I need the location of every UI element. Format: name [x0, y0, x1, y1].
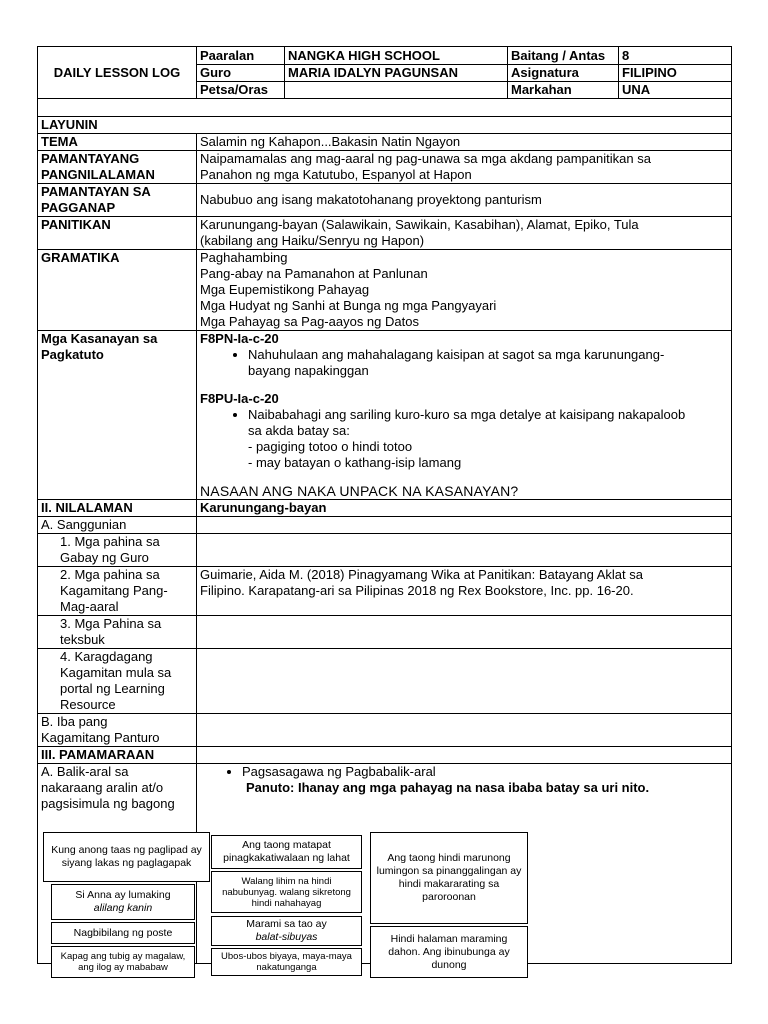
- activity-bullet: • Pagsasagawa ng Pagbabalik-aral: [242, 764, 728, 780]
- blank-row: [38, 99, 732, 117]
- statement-card[interactable]: Kapag ang tubig ay magalaw, ang ilog ay mababaw: [51, 946, 195, 978]
- pagganap-label-line2: PAGGANAP: [41, 200, 116, 215]
- iba-pang-label-line1: B. Iba pang: [41, 714, 108, 729]
- reference-line2: Filipino. Karapatang-ari sa Pilipinas 2018 ng Rex Bookstore, Inc. pp. 16-20.: [200, 583, 634, 598]
- reference-line1: Guimarie, Aida M. (2018) Pinagyamang Wika at Panitikan: Batayang Aklat sa: [200, 567, 643, 582]
- competency-text: • Nahuhulaan ang mahahalagang kaisipan at sagot sa mga karunungang-: [248, 347, 665, 362]
- gramatika-item: Mga Hudyat ng Sanhi at Bunga ng mga Pangyayari: [200, 298, 497, 313]
- gabay-label-line1: 1. Mga pahina sa: [60, 534, 160, 549]
- document-title: DAILY LESSON LOG: [38, 47, 197, 99]
- label-markahan: Markahan: [508, 82, 619, 99]
- lesson-log-table: [37, 46, 732, 964]
- statement-card-text: Marami sa tao ay: [246, 918, 327, 930]
- sanggunian-value: [197, 517, 732, 534]
- pagganap-value: Nabubuo ang isang makatotohanang proyektong panturism: [197, 184, 732, 217]
- kasanayan-label-line1: Mga Kasanayan sa: [41, 331, 158, 346]
- statement-card-text: Si Anna ay lumaking: [75, 889, 171, 901]
- kagamitan-label-line2: Kagamitang Pang-: [60, 583, 168, 598]
- gramatika-label: GRAMATIKA: [38, 250, 197, 331]
- gramatika-item: Pang-abay na Pamanahon at Panlunan: [200, 266, 428, 281]
- competency-list: [200, 347, 728, 379]
- karagdagang-label-line1: 4. Karagdagang: [60, 649, 153, 664]
- label-asignatura: Asignatura: [508, 65, 619, 82]
- gabay-label-line2: Gabay ng Guro: [60, 550, 149, 565]
- pamamaraan-value: [197, 747, 732, 764]
- kagamitan-label-line3: Mag-aaral: [60, 599, 119, 614]
- activity-list: [200, 764, 728, 780]
- value-paaralan: NANGKA HIGH SCHOOL: [285, 47, 508, 65]
- statement-card[interactable]: Ang taong matapat pinagkakatiwalaan ng lahat: [211, 835, 362, 869]
- kagamitan-label: [38, 567, 197, 616]
- statement-card[interactable]: Ang taong hindi marunong lumingon sa pinanggalingan ay hindi makararating sa paroroonan: [370, 832, 528, 924]
- karagdagang-label: [38, 649, 197, 714]
- pagganap-label: [38, 184, 197, 217]
- label-paaralan: Paaralan: [197, 47, 285, 65]
- statement-card[interactable]: [211, 916, 362, 946]
- pamantayang-line2: Panahon ng mga Katutubo, Espanyol at Hapon: [200, 167, 472, 182]
- value-asignatura: FILIPINO: [619, 65, 732, 82]
- kasanayan-label: [38, 331, 197, 500]
- karagdagang-label-line3: portal ng Learning: [60, 681, 165, 696]
- panitikan-line2: (kabilang ang Haiku/Senryu ng Hapon): [200, 233, 425, 248]
- pagganap-label-line1: PAMANTAYAN SA: [41, 184, 151, 199]
- panitikan-label: PANITIKAN: [38, 217, 197, 250]
- unpack-question: NASAAN ANG NAKA UNPACK NA KASANAYAN?: [200, 483, 519, 499]
- panuto-text: Panuto: Ihanay ang mga pahayag na nasa ibaba batay sa uri nito.: [246, 780, 650, 795]
- statement-card[interactable]: Hindi halaman maraming dahon. Ang ibinubunga ay dunong: [370, 926, 528, 978]
- tema-label: TEMA: [38, 134, 197, 151]
- teksbuk-label-line2: teksbuk: [60, 632, 105, 647]
- teksbuk-label: [38, 616, 197, 649]
- statement-card[interactable]: Ubos-ubos biyaya, maya-maya nakatunganga: [211, 948, 362, 976]
- teksbuk-label-line1: 3. Mga Pahina sa: [60, 616, 162, 631]
- kasanayan-label-line2: Pagkatuto: [41, 347, 104, 362]
- competency-bullet: [248, 407, 728, 471]
- statement-card-italic: alilang kanin: [93, 902, 153, 914]
- nilalaman-heading: II. NILALAMAN: [38, 500, 197, 517]
- competency-text: sa akda batay sa:: [248, 423, 350, 438]
- statement-card-italic: balat-sibuyas: [255, 931, 318, 943]
- label-petsa: Petsa/Oras: [197, 82, 285, 99]
- competency-code: F8PN-Ia-c-20: [200, 331, 279, 346]
- teksbuk-value: [197, 616, 732, 649]
- balik-aral-label-line1: A. Balik-aral sa: [41, 764, 129, 779]
- panitikan-value: [197, 217, 732, 250]
- iba-pang-value: [197, 714, 732, 747]
- value-baitang: 8: [619, 47, 732, 65]
- statement-card[interactable]: [51, 884, 195, 920]
- balik-aral-label-line3: pagsisimula ng bagong: [41, 796, 175, 811]
- pamamaraan-heading: III. PAMAMARAAN: [38, 747, 197, 764]
- pamantayang-value: [197, 151, 732, 184]
- layunin-heading: LAYUNIN: [38, 117, 732, 134]
- sanggunian-label: A. Sanggunian: [38, 517, 197, 534]
- pamantayang-label-line2: PANGNILALAMAN: [41, 167, 155, 182]
- value-petsa: [285, 82, 508, 99]
- panitikan-line1: Karunungang-bayan (Salawikain, Sawikain, Kasabihan), Alamat, Epiko, Tula: [200, 217, 639, 232]
- balik-aral-label-line2: nakaraang aralin at/o: [41, 780, 164, 795]
- gramatika-item: Paghahambing: [200, 250, 288, 265]
- statement-card[interactable]: Nagbibilang ng poste: [51, 922, 195, 944]
- karagdagang-label-line2: Kagamitan mula sa: [60, 665, 172, 680]
- statement-card[interactable]: Walang lihim na hindi nabubunyag. walang sikretong hindi nahahayag: [211, 871, 362, 913]
- competency-text: • Naibabahagi ang sariling kuro-kuro sa mga detalye at kaisipang nakapaloob: [248, 407, 686, 422]
- gramatika-item: Mga Pahayag sa Pag-aayos ng Datos: [200, 314, 419, 329]
- kasanayan-value: [197, 331, 732, 500]
- competency-text: bayang napakinggan: [248, 363, 369, 378]
- value-guro: MARIA IDALYN PAGUNSAN: [285, 65, 508, 82]
- competency-list: [200, 407, 728, 471]
- competency-bullet: [248, 347, 728, 379]
- label-guro: Guro: [197, 65, 285, 82]
- gramatika-item: Mga Eupemistikong Pahayag: [200, 282, 370, 297]
- competency-code: F8PU-Ia-c-20: [200, 391, 279, 406]
- gabay-label: [38, 534, 197, 567]
- pamantayang-label: [38, 151, 197, 184]
- kagamitan-label-line1: 2. Mga pahina sa: [60, 567, 160, 582]
- iba-pang-label-line2: Kagamitang Panturo: [41, 730, 160, 745]
- label-baitang: Baitang / Antas: [508, 47, 619, 65]
- gramatika-value: [197, 250, 732, 331]
- value-markahan: UNA: [619, 82, 732, 99]
- tema-value: Salamin ng Kahapon...Bakasin Natin Ngayon: [197, 134, 732, 151]
- nilalaman-value: Karunungang-bayan: [197, 500, 732, 517]
- statement-card[interactable]: Kung anong taas ng paglipad ay siyang lakas ng paglagapak: [43, 832, 210, 882]
- karagdagang-value: [197, 649, 732, 714]
- competency-text: - pagiging totoo o hindi totoo: [248, 439, 413, 454]
- kagamitan-value: [197, 567, 732, 616]
- competency-text: - may batayan o kathang-isip lamang: [248, 455, 462, 470]
- pamantayang-label-line1: PAMANTAYANG: [41, 151, 140, 166]
- pamantayang-line1: Naipamamalas ang mag-aaral ng pag-unawa sa mga akdang pampanitikan sa: [200, 151, 651, 166]
- gabay-value: [197, 534, 732, 567]
- iba-pang-label: [38, 714, 197, 747]
- karagdagang-label-line4: Resource: [60, 697, 116, 712]
